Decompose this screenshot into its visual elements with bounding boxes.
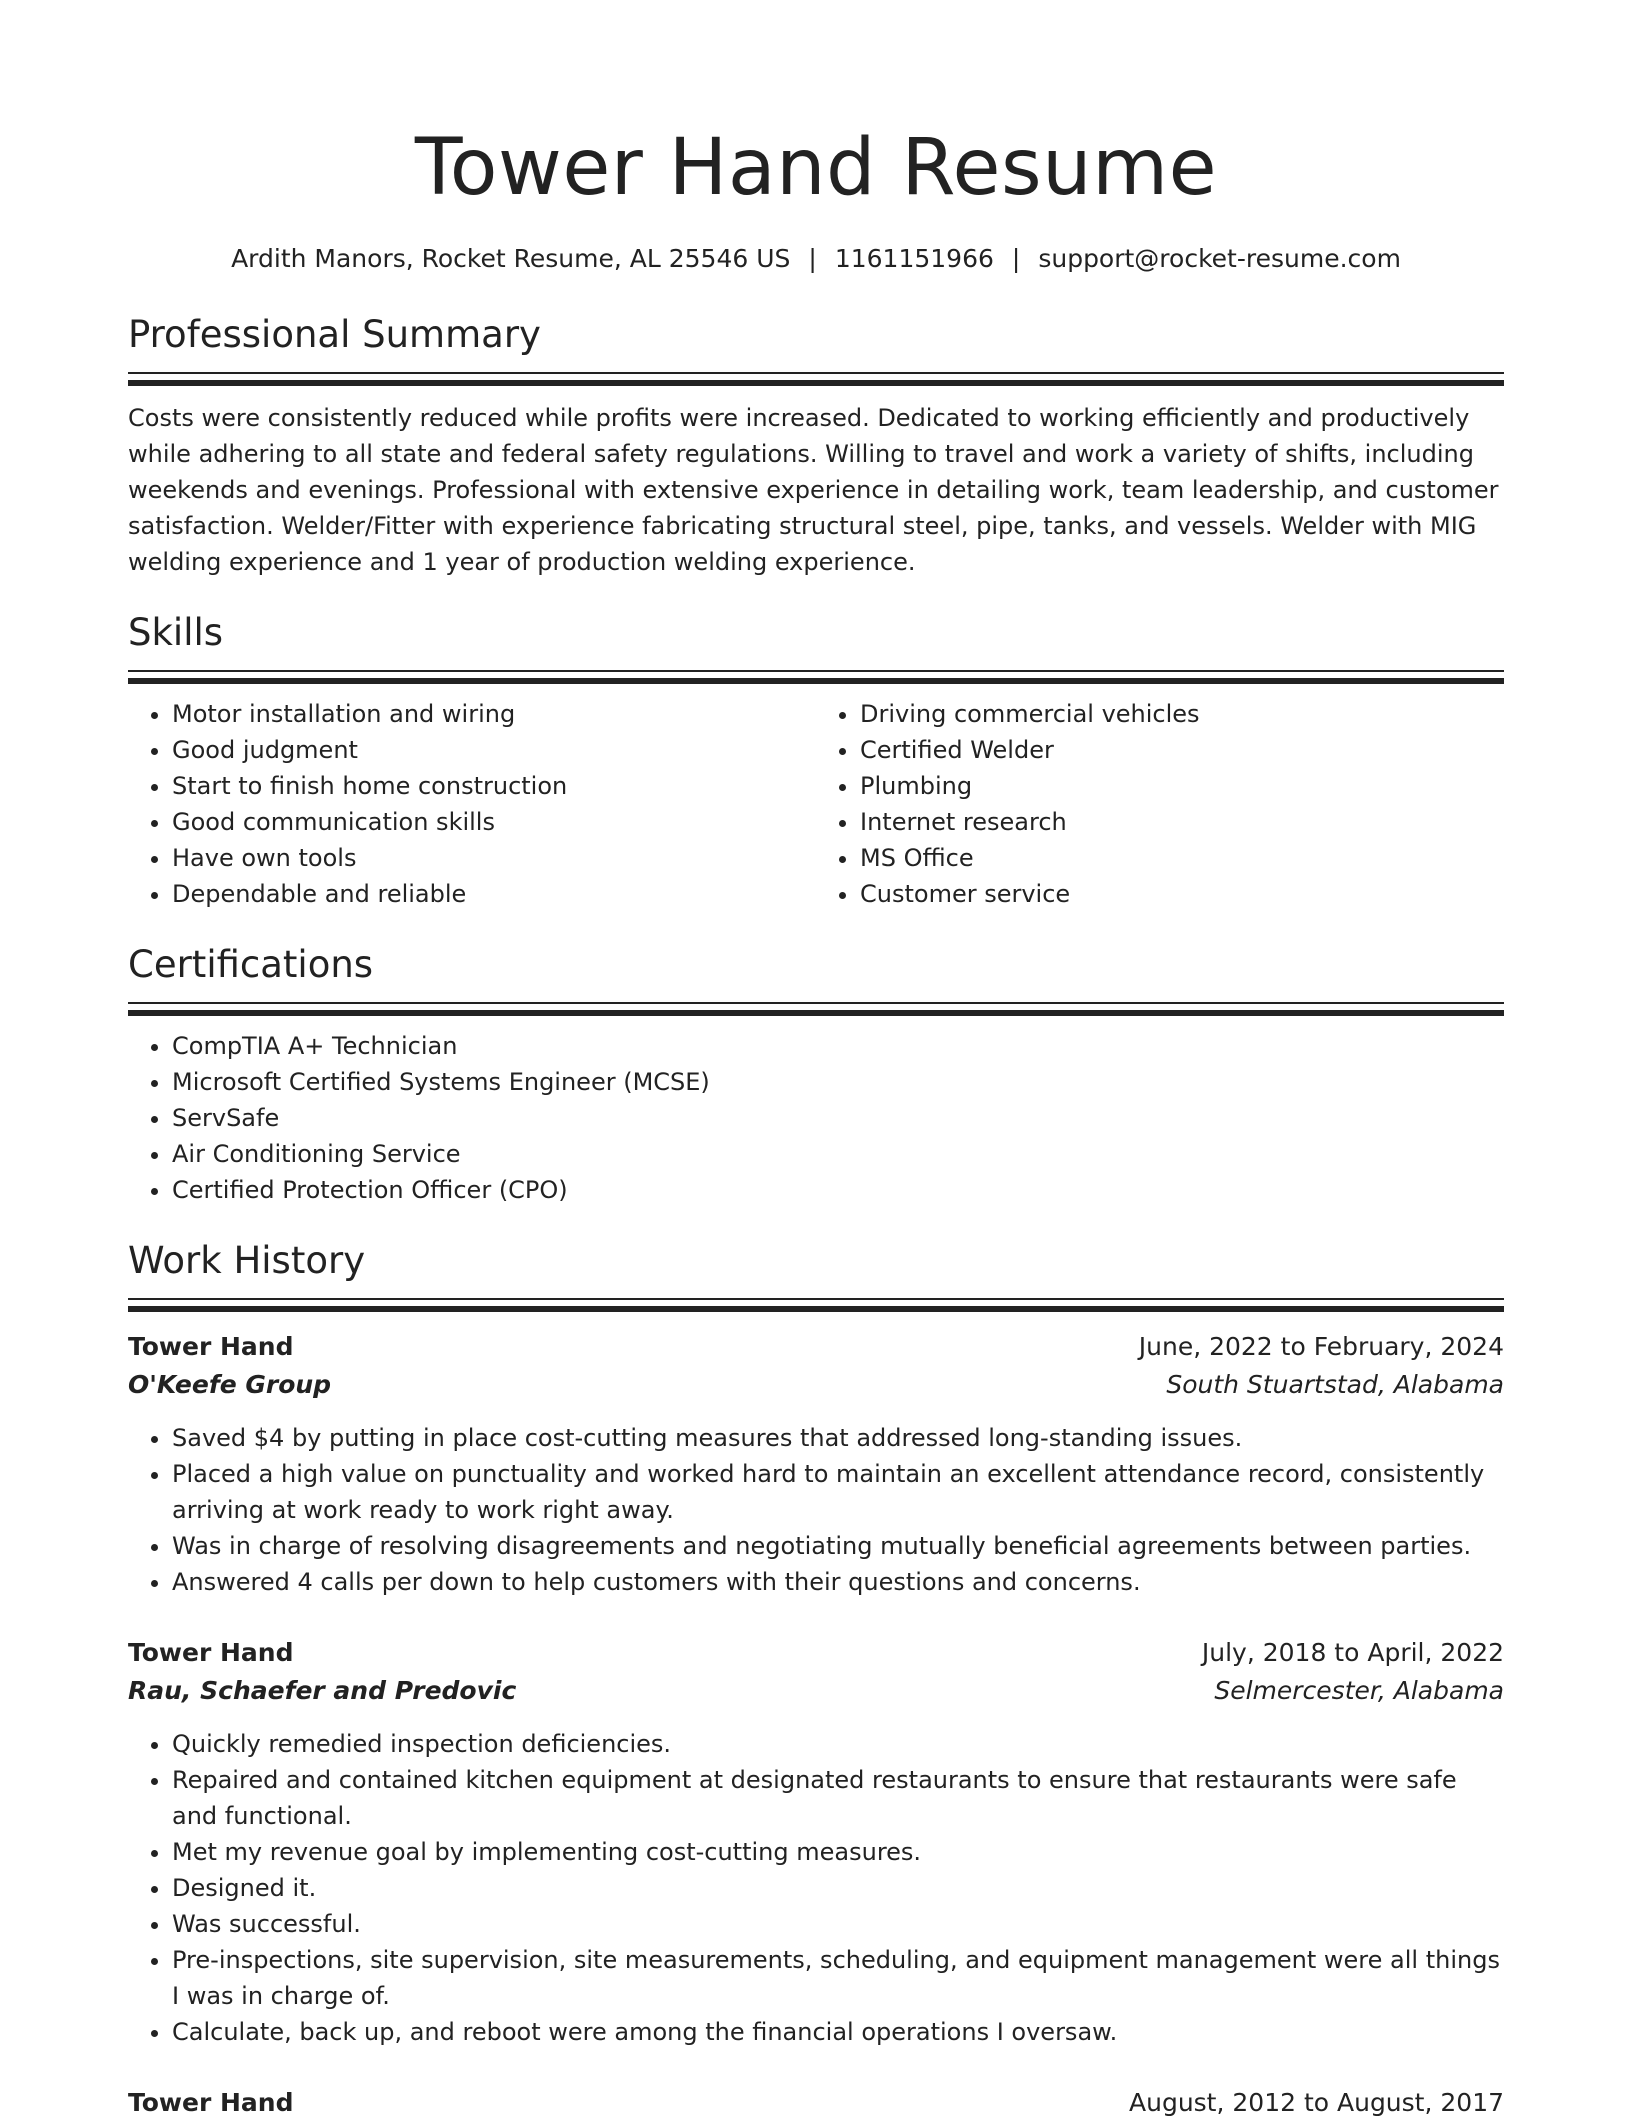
job-dates: August, 2012 to August, 2017 [1129, 2088, 1504, 2117]
skill-item: • Have own tools [172, 840, 816, 876]
job-title: Tower Hand [128, 1638, 294, 1667]
job-title: Tower Hand [128, 2088, 294, 2117]
job-bullet: • Pre-inspections, site supervision, site measurements, scheduling, and equipment management were all things I was in charge of. [172, 1942, 1504, 2014]
section-divider [128, 1002, 1504, 1004]
contact-separator: | [1011, 244, 1021, 273]
job-bullet: • Was in charge of resolving disagreements and negotiating mutually beneficial agreements between parties. [172, 1528, 1504, 1564]
job-bullet: • Answered 4 calls per down to help customers with their questions and concerns. [172, 1564, 1504, 1600]
skill-item: • Plumbing [860, 768, 1504, 804]
section-divider-thick [128, 1010, 1504, 1016]
certifications-heading: Certifications [128, 943, 374, 986]
job-entry [128, 1328, 1504, 1600]
job-bullet: • Saved $4 by putting in place cost-cutting measures that addressed long-standing issues. [172, 1420, 1504, 1456]
job-bullet: • Designed it. [172, 1870, 1504, 1906]
skill-item: • Motor installation and wiring [172, 696, 816, 732]
skill-item: • Customer service [860, 876, 1504, 912]
certification-item: • Certified Protection Officer (CPO) [172, 1172, 1504, 1208]
skill-item: • MS Office [860, 840, 1504, 876]
resume-page [128, 0, 1504, 2122]
summary-heading: Professional Summary [128, 313, 541, 356]
skill-item: • Internet research [860, 804, 1504, 840]
work-history-section [128, 1238, 1504, 2122]
certification-item: • Microsoft Certified Systems Engineer (MCSE) [172, 1064, 1504, 1100]
certification-item: • ServSafe [172, 1100, 1504, 1136]
skills-column-left [128, 684, 816, 912]
certification-item: • Air Conditioning Service [172, 1136, 1504, 1172]
contact-separator: | [808, 244, 817, 273]
section-divider [128, 372, 1504, 374]
skills-grid [128, 684, 1504, 912]
job-location: Selmercester, Alabama [1214, 1676, 1504, 1705]
job-bullet: • Met my revenue goal by implementing cost-cutting measures. [172, 1834, 1504, 1870]
skill-item: • Certified Welder [860, 732, 1504, 768]
skill-item: • Good judgment [172, 732, 816, 768]
section-divider [128, 670, 1504, 672]
job-dates: July, 2018 to April, 2022 [1201, 1638, 1504, 1667]
job-dates: June, 2022 to February, 2024 [1138, 1332, 1504, 1361]
job-bullet: • Quickly remedied inspection deficiencies. [172, 1726, 1504, 1762]
contact-address: Ardith Manors, Rocket Resume, AL 25546 US [231, 244, 791, 273]
work-history-heading: Work History [128, 1239, 366, 1282]
job-company: Rau, Schaefer and Predovic [128, 1676, 517, 1705]
job-bullet: • Placed a high value on punctuality and worked hard to maintain an excellent attendance record, consistently arriving at work ready to work right away. [172, 1456, 1504, 1528]
contact-line [128, 242, 1504, 276]
skill-item: • Start to finish home construction [172, 768, 816, 804]
job-bullet: • Was successful. [172, 1906, 1504, 1942]
resume-title: Tower Hand Resume [414, 123, 1218, 213]
contact-email: support@rocket-resume.com [1038, 244, 1401, 273]
contact-phone: 1161151966 [834, 244, 994, 273]
job-location: South Stuartstad, Alabama [1166, 1370, 1504, 1399]
skills-heading: Skills [128, 611, 224, 654]
job-bullet: • Repaired and contained kitchen equipment at designated restaurants to ensure that restaurants were safe and functional. [172, 1762, 1504, 1834]
skills-section [128, 610, 1504, 912]
skill-item: • Good communication skills [172, 804, 816, 840]
summary-section [128, 312, 1504, 580]
summary-text: Costs were consistently reduced while profits were increased. Dedicated to working efficiently and productively while adhering to all state and federal safety regulations. Willing to travel and work a variety of shifts, including weekends and evenings. Professional with extensive experience in detailing work, team leadership, and customer satisfaction. Welder/Fitter with experience fabricating structural steel, pipe, tanks, and vessels. Welder with MIG welding experience and 1 year of production welding experience. [128, 404, 1499, 576]
job-bullet: • Calculate, back up, and reboot were among the financial operations I oversaw. [172, 2014, 1504, 2050]
section-divider-thick [128, 380, 1504, 386]
section-divider [128, 1298, 1504, 1300]
skill-item: • Driving commercial vehicles [860, 696, 1504, 732]
certifications-section [128, 942, 1504, 1208]
job-title: Tower Hand [128, 1332, 294, 1361]
skills-column-right [816, 684, 1504, 912]
certification-item: • CompTIA A+ Technician [172, 1028, 1504, 1064]
job-entry [128, 2084, 1504, 2122]
job-entry [128, 1634, 1504, 2050]
job-company: O'Keefe Group [128, 1370, 332, 1399]
section-divider-thick [128, 1306, 1504, 1312]
skill-item: • Dependable and reliable [172, 876, 816, 912]
